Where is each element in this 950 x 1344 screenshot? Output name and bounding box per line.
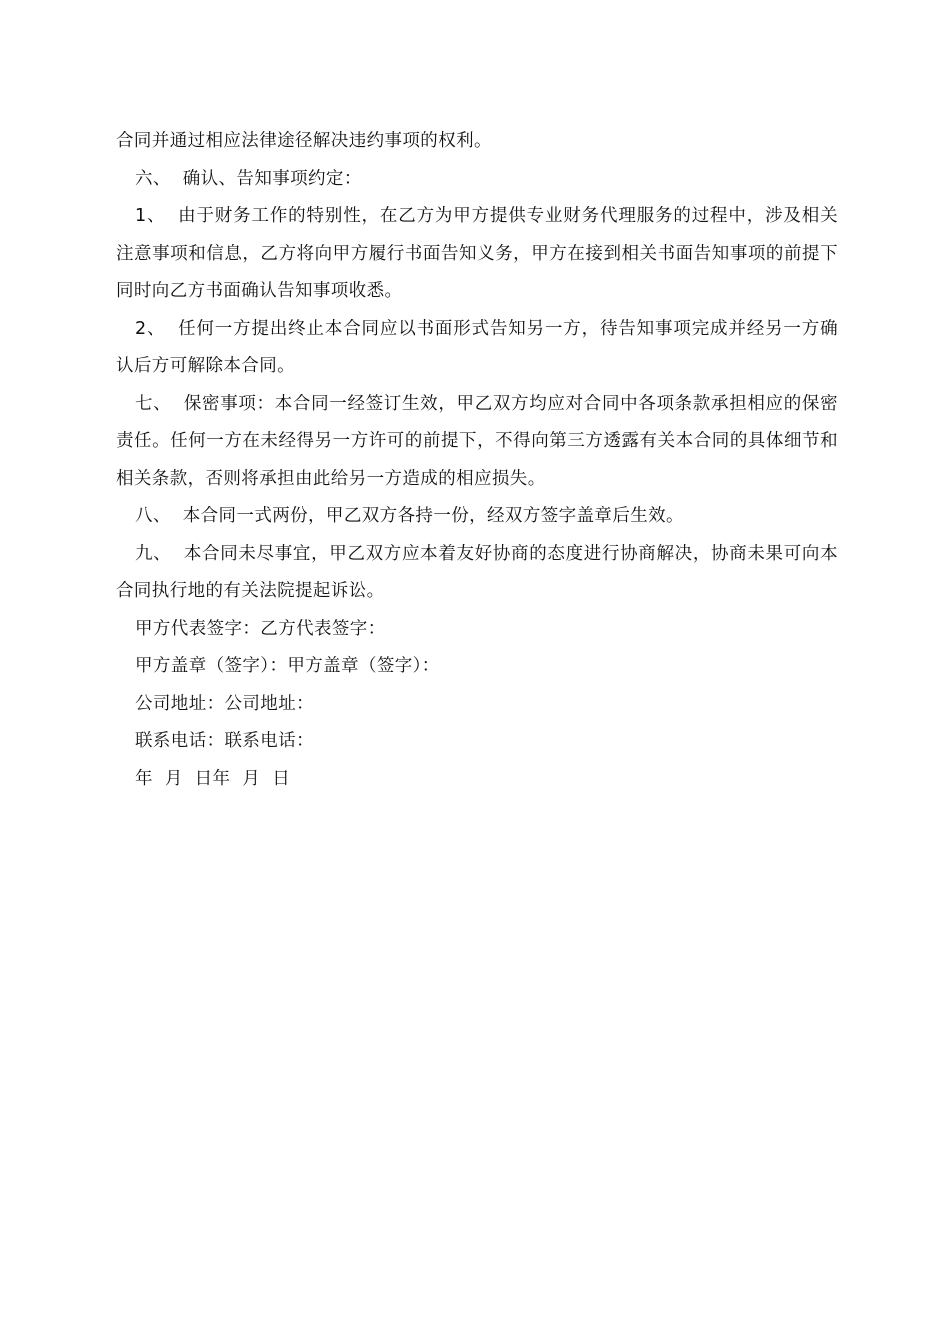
section-6-item-1: 1、 由于财务工作的特别性，在乙方为甲方提供专业财务代理服务的过程中，涉及相关注意事项和信息，乙方将向甲方履行书面告知义务，甲方在接到相关书面告知事项的前提下同时向乙方书面确认告知事项收悉。 — [116, 206, 838, 301]
section-9-disputes: 九、 本合同未尽事宜，甲乙双方应本着友好协商的态度进行协商解决，协商未果可向本合同执行地的有关法院提起诉讼。 — [116, 543, 838, 601]
section-7-confidentiality: 七、 保密事项：本合同一经签订生效，甲乙双方均应对合同中各项条款承担相应的保密责任。任何一方在未经得另一方许可的前提下，不得向第三方透露有关本合同的具体细节和相关条款，否则将承担由此给另一方造成的相应损失。 — [116, 393, 838, 489]
section-8-copies: 八、 本合同一式两份，甲乙双方各持一份，经双方签字盖章后生效。 — [135, 506, 684, 526]
section-6-item-2: 2、 任何一方提出终止本合同应以书面形式告知另一方，待告知事项完成并经另一方确认后方可解除本合同。 — [116, 318, 838, 376]
paragraph-continuation: 合同并通过相应法律途径解决违约事项的权利。 — [116, 131, 492, 151]
representative-signature-line: 甲方代表签字：乙方代表签字： — [135, 618, 386, 639]
section-6-heading: 六、 确认、告知事项约定： — [135, 168, 362, 189]
date-line: 年 月 日年 月 日 — [135, 768, 291, 789]
company-address-line: 公司地址：公司地址： — [135, 693, 314, 714]
document-body — [116, 123, 838, 798]
contact-phone-line: 联系电话：联系电话： — [135, 731, 314, 751]
seal-signature-line: 甲方盖章（签字）：甲方盖章（签字）： — [135, 656, 440, 676]
